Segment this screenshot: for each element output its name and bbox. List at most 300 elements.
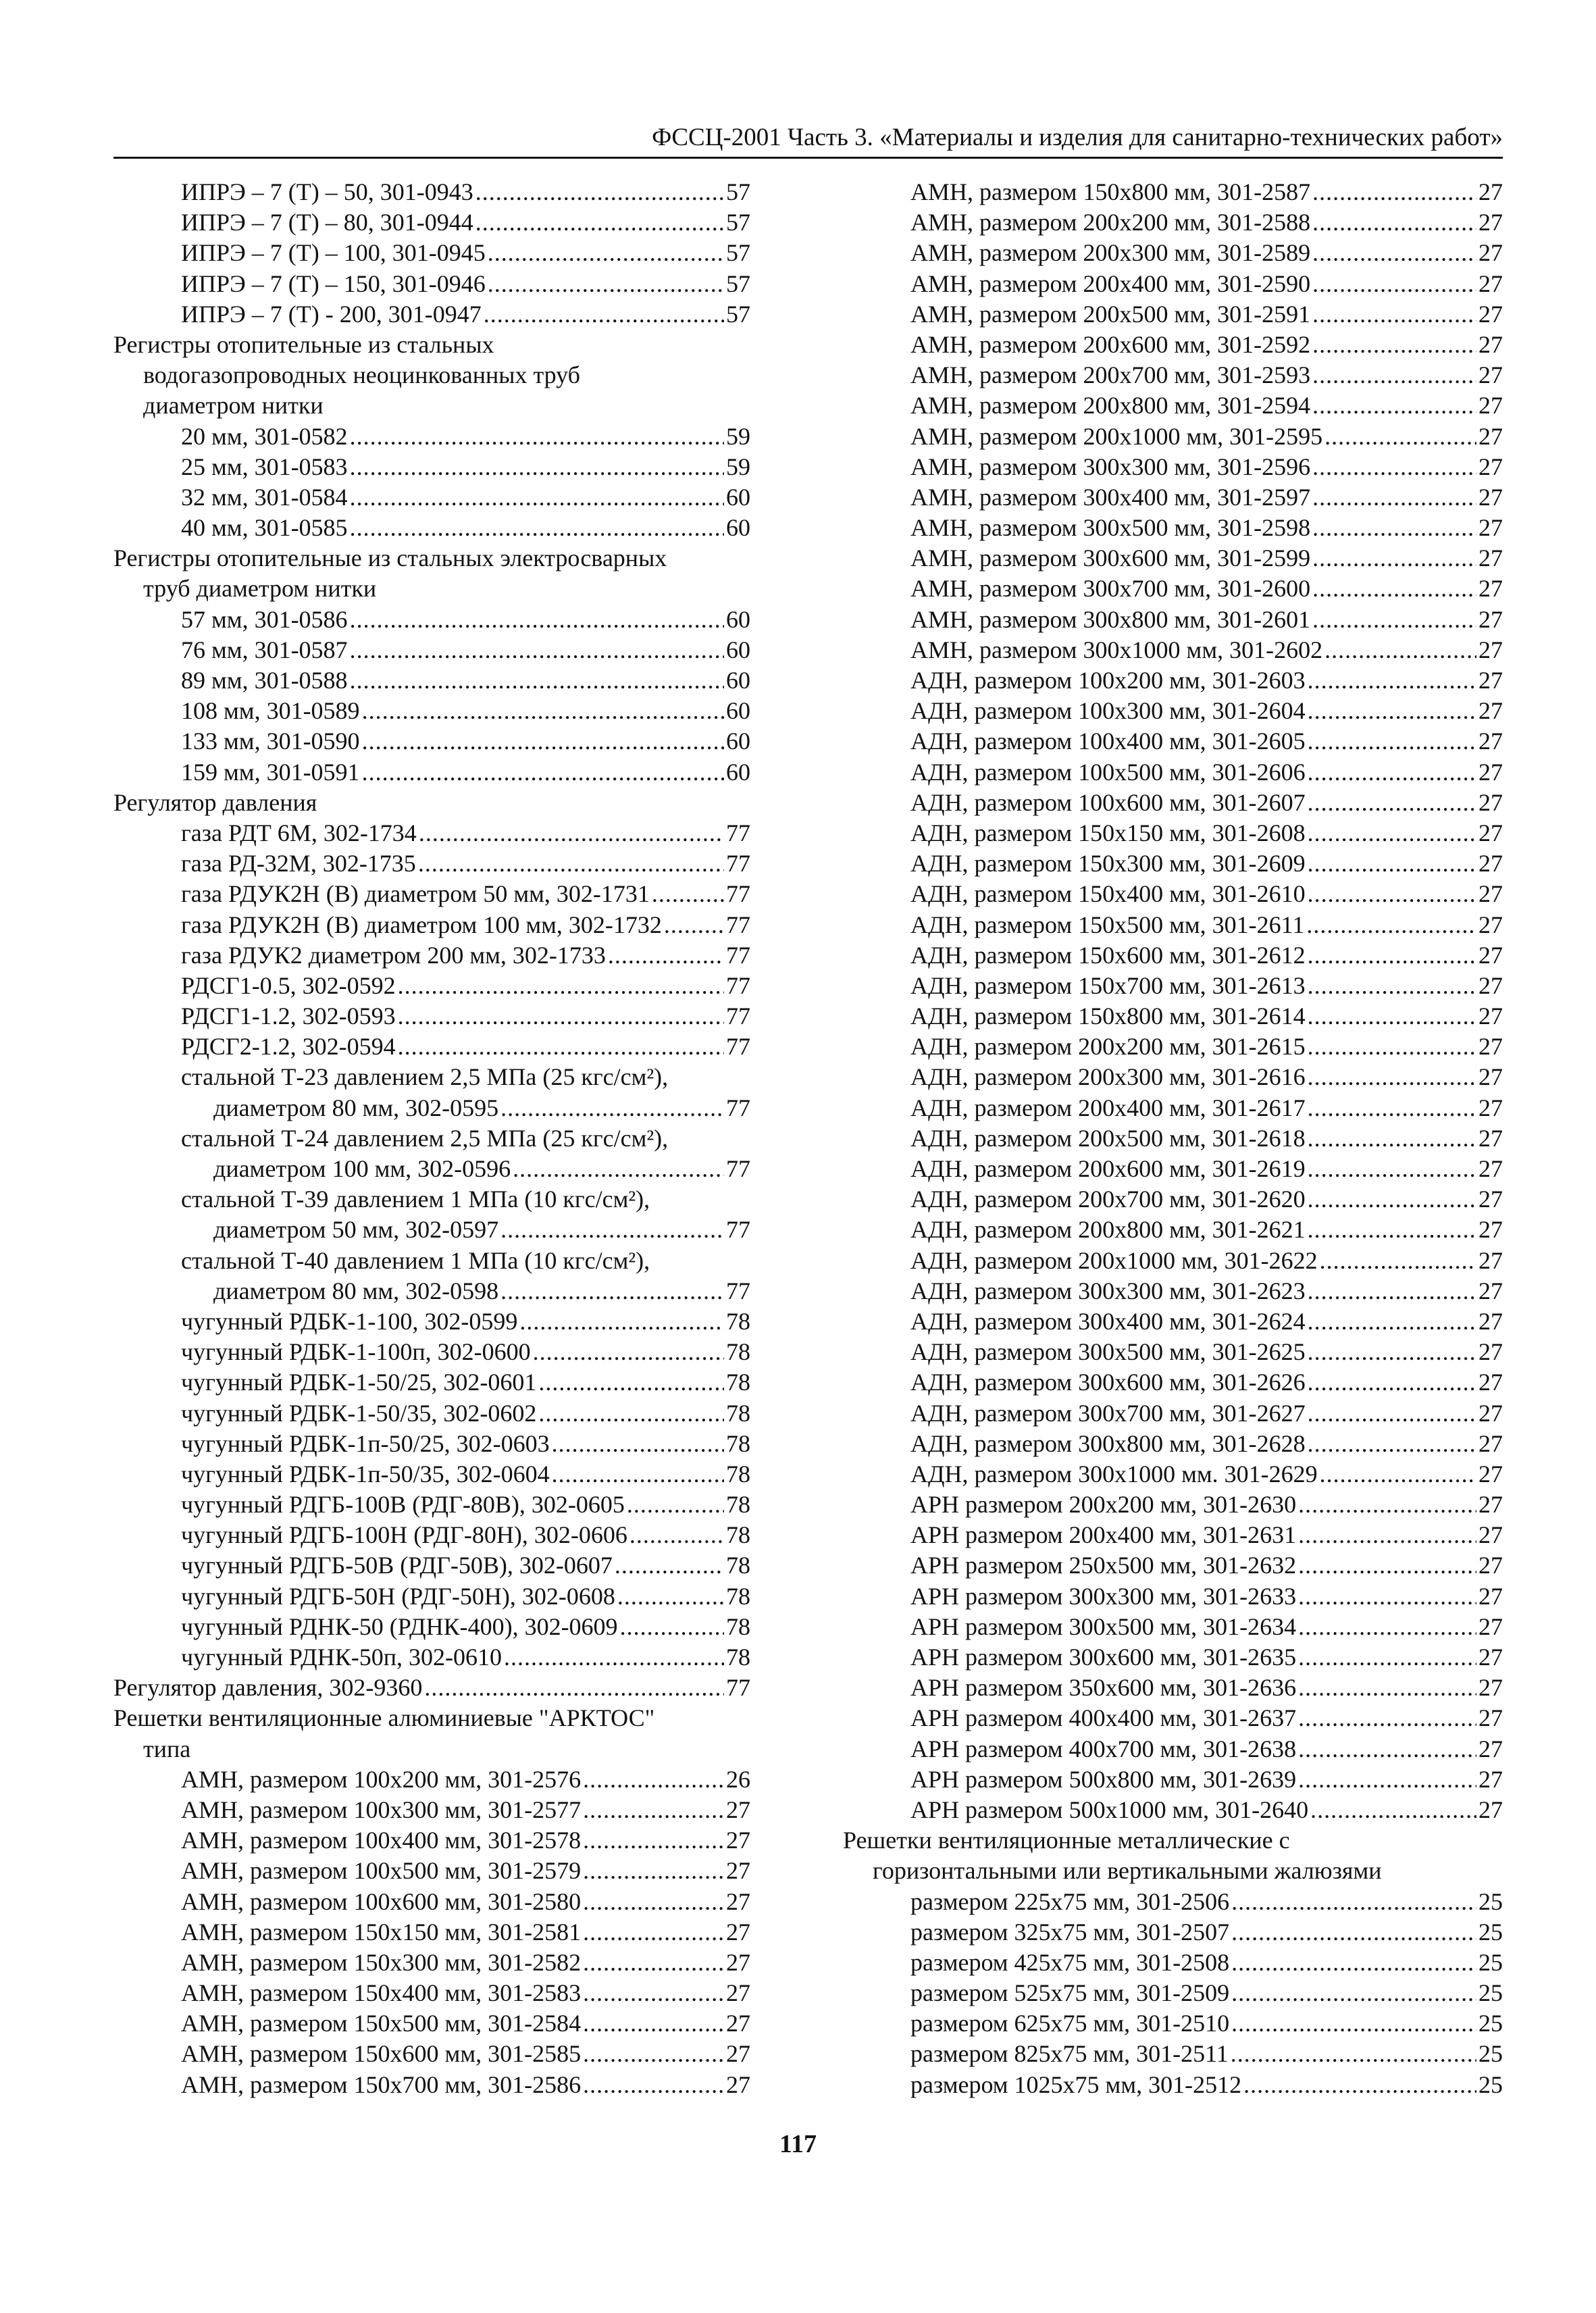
- index-entry-page: 59: [726, 422, 750, 450]
- dot-leader: [664, 910, 724, 940]
- dot-leader: [1308, 1154, 1476, 1184]
- index-entry-text: диаметром нитки: [143, 392, 324, 420]
- index-entry-page: 59: [726, 453, 750, 480]
- index-entry-text: АМН, размером 150х600 мм, 301-2585: [181, 2040, 582, 2068]
- index-entry-page: 77: [726, 880, 750, 908]
- index-entry-text: ИПРЭ – 7 (Т) – 100, 301-0945: [181, 239, 486, 267]
- index-entry-text: Регистры отопительные из стальных: [113, 330, 494, 358]
- index-entry-text: АДН, размером 150х700 мм, 301-2613: [910, 971, 1306, 999]
- dot-leader: [1312, 543, 1476, 574]
- index-entry: [113, 299, 750, 330]
- index-entry-text: АДН, размером 100х500 мм, 301-2606: [910, 758, 1306, 786]
- dot-leader: [583, 2070, 724, 2100]
- index-entry: [113, 1276, 750, 1306]
- index-entry-text: АРН размером 300х600 мм, 301-2635: [910, 1644, 1297, 1671]
- index-entry-text: АДН, размером 200х400 мм, 301-2617: [910, 1094, 1306, 1121]
- index-entry-page: 27: [1478, 1369, 1503, 1396]
- dot-leader: [583, 1825, 724, 1856]
- index-entry-text: АДН, размером 200х200 мм, 301-2615: [910, 1033, 1306, 1061]
- index-entry-page: 27: [1478, 941, 1503, 969]
- index-entry: [843, 1215, 1503, 1245]
- index-entry-text: ИПРЭ – 7 (Т) – 50, 301-0943: [181, 178, 473, 205]
- index-entry: [843, 1429, 1503, 1459]
- index-entry-page: 27: [726, 2010, 750, 2037]
- index-entry-page: 60: [726, 728, 750, 755]
- index-entry-text: АМН, размером 150х700 мм, 301-2586: [181, 2070, 582, 2098]
- index-entry: [843, 1123, 1503, 1154]
- index-entry-page: 27: [1478, 1002, 1503, 1030]
- index-entry-page: 77: [726, 941, 750, 969]
- index-entry-text: АДН, размером 300х300 мм, 301-2623: [910, 1277, 1306, 1304]
- index-entry-text: АДН, размером 100х300 мм, 301-2604: [910, 697, 1306, 725]
- index-entry-text: АМН, размером 300х600 мм, 301-2599: [910, 544, 1311, 572]
- dot-leader: [362, 726, 724, 757]
- dot-leader: [1298, 1764, 1476, 1795]
- index-entry-page: 27: [1478, 1612, 1503, 1640]
- index-entry-page: 60: [726, 758, 750, 786]
- index-entry: [113, 605, 750, 635]
- index-entry-page: 77: [726, 1094, 750, 1121]
- index-entry: [113, 1459, 750, 1490]
- dot-leader: [552, 1459, 724, 1490]
- dot-leader: [538, 1398, 724, 1429]
- index-entry-text: АДН, размером 200х300 мм, 301-2616: [910, 1063, 1306, 1091]
- index-entry-text: стальной Т-39 давлением 1 МПа (10 кгс/см²),: [181, 1186, 650, 1213]
- index-entry-text: АМН, размером 100х500 мм, 301-2579: [181, 1857, 582, 1885]
- index-entry-text: чугунный РДБК-1-50/35, 302-0602: [181, 1399, 537, 1427]
- index-entry-text: АДН, размером 300х600 мм, 301-2626: [910, 1369, 1306, 1396]
- index-entry: [113, 1764, 750, 1795]
- index-entry-page: 25: [1478, 2040, 1503, 2068]
- index-entry: [113, 177, 750, 207]
- index-entry: [843, 1978, 1503, 2008]
- index-entry-text: АДН, размером 100х600 мм, 301-2607: [910, 788, 1306, 816]
- index-entry-page: 25: [1478, 1887, 1503, 1915]
- index-entry-text: АМН, размером 150х800 мм, 301-2587: [910, 178, 1311, 205]
- dot-leader: [1308, 788, 1476, 818]
- index-entry-text: ИПРЭ – 7 (Т) – 150, 301-0946: [181, 270, 486, 297]
- dot-leader: [1231, 1887, 1476, 1917]
- index-entry-page: 27: [1478, 1063, 1503, 1091]
- dot-leader: [1298, 1673, 1476, 1703]
- index-entry: [843, 1764, 1503, 1795]
- index-entry-text: газа РДУК2 диаметром 200 мм, 302-1733: [181, 941, 606, 969]
- index-entry-page: 27: [1478, 1155, 1503, 1182]
- index-entry: [843, 788, 1503, 818]
- index-entry-page: 27: [1478, 1674, 1503, 1702]
- dot-leader: [1308, 1093, 1476, 1123]
- index-entry: [843, 665, 1503, 696]
- index-entry-page: 27: [1478, 911, 1503, 938]
- dot-leader: [1306, 910, 1476, 940]
- index-entry-page: 60: [726, 483, 750, 511]
- index-entry-page: 78: [726, 1552, 750, 1579]
- index-entry: [113, 330, 750, 360]
- dot-leader: [1298, 1612, 1476, 1642]
- index-entry: [113, 1306, 750, 1337]
- dot-leader: [1310, 1795, 1476, 1825]
- index-entry-page: 27: [1478, 1429, 1503, 1457]
- index-entry-text: АДН, размером 150х800 мм, 301-2614: [910, 1002, 1306, 1030]
- index-entry-page: 27: [1478, 1704, 1503, 1732]
- dot-leader: [617, 1581, 724, 1612]
- index-entry-page: 60: [726, 697, 750, 725]
- index-entry-text: 32 мм, 301-0584: [181, 483, 348, 511]
- index-entry: [843, 238, 1503, 268]
- index-entry-page: 27: [1478, 1399, 1503, 1427]
- index-entry-text: размером 825х75 мм, 301-2511: [910, 2040, 1229, 2068]
- index-entry: [113, 207, 750, 238]
- index-entry-text: 76 мм, 301-0587: [181, 636, 348, 663]
- dot-leader: [1312, 574, 1476, 604]
- index-entry-page: 27: [726, 2070, 750, 2098]
- index-entry-text: АДН, размером 200х700 мм, 301-2620: [910, 1186, 1306, 1213]
- index-entry: [843, 1093, 1503, 1123]
- index-entry-page: 27: [1478, 239, 1503, 267]
- dot-leader: [583, 1764, 724, 1795]
- dot-leader: [488, 269, 724, 299]
- index-entry-text: АМН, размером 150х500 мм, 301-2584: [181, 2010, 582, 2037]
- index-entry: [843, 269, 1503, 299]
- index-entry-page: 27: [1478, 1277, 1503, 1304]
- index-entry-page: 77: [726, 911, 750, 938]
- dot-leader: [1324, 422, 1476, 452]
- index-entry: [843, 1276, 1503, 1306]
- index-entry-page: 27: [1478, 422, 1503, 450]
- index-entry-text: Решетки вентиляционные металлические с: [843, 1827, 1290, 1854]
- index-entry-page: 27: [1478, 971, 1503, 999]
- index-entry-text: размером 625х75 мм, 301-2510: [910, 2010, 1230, 2037]
- index-entry-page: 27: [726, 1796, 750, 1823]
- dot-leader: [533, 1337, 724, 1367]
- index-entry-text: АДН, размером 300х1000 мм. 301-2629: [910, 1460, 1318, 1488]
- index-entry-text: АРН размером 400х400 мм, 301-2637: [910, 1704, 1297, 1732]
- index-entry-page: 27: [1478, 1186, 1503, 1213]
- index-entry: [843, 1062, 1503, 1092]
- dot-leader: [475, 177, 724, 207]
- dot-leader: [500, 1276, 724, 1306]
- index-entry-text: АМН, размером 300х700 мм, 301-2600: [910, 575, 1311, 603]
- dot-leader: [500, 1215, 724, 1245]
- index-entry: [113, 238, 750, 268]
- index-entry: [843, 1184, 1503, 1215]
- index-entry: [113, 910, 750, 940]
- dot-leader: [500, 1093, 724, 1123]
- index-entry: [113, 1642, 750, 1673]
- index-entry-text: 57 мм, 301-0586: [181, 605, 348, 633]
- dot-leader: [1308, 1001, 1476, 1032]
- index-entry: [843, 390, 1503, 421]
- dot-leader: [1231, 1917, 1476, 1948]
- index-entry: [843, 1490, 1503, 1520]
- index-entry: [843, 482, 1503, 513]
- dot-leader: [418, 848, 724, 879]
- index-entry-page: 27: [1478, 1307, 1503, 1335]
- index-entry-text: АМН, размером 200х800 мм, 301-2594: [910, 392, 1311, 420]
- index-entry: [843, 513, 1503, 543]
- index-entry: [113, 1215, 750, 1245]
- index-entry-page: 27: [1478, 636, 1503, 663]
- index-entry-page: 77: [726, 1674, 750, 1702]
- index-entry: [843, 1550, 1503, 1581]
- index-entry: [843, 360, 1503, 390]
- index-entry: [113, 2008, 750, 2039]
- index-entry-page: 27: [1478, 819, 1503, 846]
- dot-leader: [1312, 269, 1476, 299]
- index-entry-text: АРН размером 500х800 мм, 301-2639: [910, 1765, 1297, 1793]
- index-entry: [843, 1520, 1503, 1550]
- index-entry-page: 27: [1478, 300, 1503, 328]
- index-entry: [843, 574, 1503, 604]
- index-entry-text: размером 1025х75 мм, 301-2512: [910, 2070, 1242, 2098]
- index-entry: [113, 2070, 750, 2100]
- dot-leader: [1308, 696, 1476, 726]
- index-entry: [843, 879, 1503, 909]
- index-entry: [843, 971, 1503, 1001]
- dot-leader: [538, 1367, 724, 1398]
- index-entry: [843, 635, 1503, 665]
- index-entry-page: 27: [1478, 728, 1503, 755]
- index-entry: [113, 1612, 750, 1642]
- index-entry-text: АМН, размером 150х150 мм, 301-2581: [181, 1918, 582, 1946]
- dot-leader: [1308, 726, 1476, 757]
- index-entry-page: 27: [1478, 1033, 1503, 1061]
- index-entry-text: АДН, размером 150х300 мм, 301-2609: [910, 850, 1306, 878]
- index-entry: [843, 299, 1503, 330]
- dot-leader: [583, 1917, 724, 1948]
- index-entry-page: 27: [1478, 483, 1503, 511]
- dot-leader: [552, 1429, 724, 1459]
- index-entry-page: 77: [726, 850, 750, 878]
- index-entry-text: размером 425х75 мм, 301-2508: [910, 1948, 1230, 1976]
- index-entry-page: 27: [1478, 1735, 1503, 1762]
- index-entry: [113, 1184, 750, 1215]
- index-entry-text: Регулятор давления: [113, 788, 317, 816]
- index-entry-text: диаметром 80 мм, 302-0598: [213, 1277, 499, 1304]
- index-entry: [843, 1917, 1503, 1948]
- dot-leader: [504, 1642, 724, 1673]
- index-entry-page: 27: [1478, 1246, 1503, 1274]
- index-entry-page: 77: [726, 1002, 750, 1030]
- index-entry: [843, 1673, 1503, 1703]
- index-entry-text: АМН, размером 100х200 мм, 301-2576: [181, 1765, 582, 1793]
- index-entry-text: Решетки вентиляционные алюминиевые "АРКТОС": [113, 1704, 655, 1732]
- dot-leader: [398, 1032, 724, 1062]
- index-entry: [843, 207, 1503, 238]
- index-entry-page: 78: [726, 1582, 750, 1610]
- index-entry: [843, 1337, 1503, 1367]
- index-entry: [843, 1032, 1503, 1062]
- dot-leader: [583, 1978, 724, 2008]
- index-entry-text: АМН, размером 300х400 мм, 301-2597: [910, 483, 1311, 511]
- index-entry-page: 27: [1478, 1094, 1503, 1121]
- index-entry-text: стальной Т-23 давлением 2,5 МПа (25 кгс/см²),: [181, 1063, 669, 1091]
- header-divider: [113, 157, 1503, 159]
- index-entry-page: 77: [726, 1216, 750, 1244]
- index-entry-page: 78: [726, 1644, 750, 1671]
- index-entry-page: 78: [726, 1338, 750, 1366]
- index-entry: [843, 940, 1503, 971]
- index-entry: [113, 1550, 750, 1581]
- dot-leader: [1298, 1734, 1476, 1764]
- index-entry-text: АДН, размером 150х150 мм, 301-2608: [910, 819, 1306, 846]
- index-entry: [113, 1032, 750, 1062]
- index-entry-page: 78: [726, 1429, 750, 1457]
- index-entry-text: АДН, размером 200х1000 мм, 301-2622: [910, 1246, 1318, 1274]
- index-entry: [843, 848, 1503, 879]
- dot-leader: [583, 2039, 724, 2069]
- index-entry: [843, 605, 1503, 635]
- index-entry-page: 27: [726, 1948, 750, 1976]
- index-column-right: [843, 177, 1503, 2100]
- index-entry-page: 77: [726, 1155, 750, 1182]
- index-entry-page: 77: [726, 1033, 750, 1061]
- dot-leader: [583, 1948, 724, 1978]
- dot-leader: [419, 818, 724, 848]
- dot-leader: [1320, 1246, 1476, 1276]
- dot-leader: [583, 1856, 724, 1886]
- index-entry: [113, 726, 750, 757]
- index-entry: [843, 818, 1503, 848]
- index-entry-text: АДН, размером 300х800 мм, 301-2628: [910, 1429, 1306, 1457]
- index-entry-text: АМН, размером 200х1000 мм, 301-2595: [910, 422, 1323, 450]
- dot-leader: [1312, 360, 1476, 390]
- dot-leader: [1298, 1550, 1476, 1581]
- dot-leader: [350, 482, 724, 513]
- dot-leader: [1298, 1703, 1476, 1733]
- index-entry-page: 26: [726, 1765, 750, 1793]
- dot-leader: [1312, 482, 1476, 513]
- index-entry-page: 27: [1478, 1644, 1503, 1671]
- index-entry: [113, 574, 750, 604]
- dot-leader: [1308, 1184, 1476, 1215]
- dot-leader: [1312, 177, 1476, 207]
- index-entry: [843, 1246, 1503, 1276]
- dot-leader: [1312, 390, 1476, 421]
- dot-leader: [1308, 1123, 1476, 1154]
- index-entry: [843, 177, 1503, 207]
- dot-leader: [350, 665, 724, 696]
- dot-leader: [1320, 1459, 1476, 1490]
- dot-leader: [519, 1306, 724, 1337]
- index-entry: [113, 1856, 750, 1886]
- index-entry: [843, 1734, 1503, 1764]
- index-entry-page: 57: [726, 270, 750, 297]
- index-entry-text: чугунный РДБК-1-50/25, 302-0601: [181, 1369, 537, 1396]
- index-entry: [113, 788, 750, 818]
- index-entry: [113, 422, 750, 452]
- index-entry-text: труб диаметром нитки: [143, 575, 377, 603]
- index-entry-page: 27: [1478, 361, 1503, 389]
- dot-leader: [1308, 1306, 1476, 1337]
- index-entry: [843, 757, 1503, 788]
- index-entry-text: водогазопроводных неоцинкованных труб: [143, 361, 580, 389]
- index-entry: [843, 2070, 1503, 2100]
- index-entry-text: чугунный РДГБ-50В (РДГ-50В), 302-0607: [181, 1552, 613, 1579]
- index-entry-page: 57: [726, 239, 750, 267]
- dot-leader: [1324, 635, 1476, 665]
- index-entry-text: АДН, размером 300х700 мм, 301-2627: [910, 1399, 1306, 1427]
- dot-leader: [1308, 1276, 1476, 1306]
- index-entry-text: АДН, размером 300х400 мм, 301-2624: [910, 1307, 1306, 1335]
- index-entry-text: АМН, размером 300х300 мм, 301-2596: [910, 453, 1311, 480]
- dot-leader: [362, 757, 724, 788]
- index-entry-page: 27: [1478, 575, 1503, 603]
- index-entry: [843, 1001, 1503, 1032]
- index-entry: [113, 269, 750, 299]
- dot-leader: [629, 1520, 724, 1550]
- index-entry-text: АРН размером 250х500 мм, 301-2632: [910, 1552, 1297, 1579]
- index-entry-text: чугунный РДБК-1-100, 302-0599: [181, 1307, 518, 1335]
- index-entry-text: газа РД-32М, 302-1735: [181, 850, 416, 878]
- dot-leader: [1308, 1215, 1476, 1245]
- index-entry-page: 27: [1478, 514, 1503, 542]
- dot-leader: [583, 1795, 724, 1825]
- index-entry-text: 159 мм, 301-0591: [181, 758, 360, 786]
- index-entry-page: 27: [1478, 1460, 1503, 1488]
- index-entry: [843, 726, 1503, 757]
- index-entry: [113, 696, 750, 726]
- dot-leader: [1308, 848, 1476, 879]
- index-entry: [843, 1398, 1503, 1429]
- dot-leader: [1308, 1032, 1476, 1062]
- index-entry-text: размером 225х75 мм, 301-2506: [910, 1887, 1230, 1915]
- index-entry: [113, 543, 750, 574]
- index-entry-text: РДСГ1-1.2, 302-0593: [181, 1002, 396, 1030]
- index-entry-text: ИПРЭ – 7 (Т) - 200, 301-0947: [181, 300, 482, 328]
- index-entry-text: АРН размером 350х600 мм, 301-2636: [910, 1674, 1297, 1702]
- index-entry: [113, 482, 750, 513]
- index-entry: [843, 2008, 1503, 2039]
- index-entry-page: 78: [726, 1491, 750, 1519]
- dot-leader: [1308, 879, 1476, 909]
- index-entry-page: 27: [1478, 1521, 1503, 1549]
- index-entry-text: АДН, размером 200х500 мм, 301-2618: [910, 1124, 1306, 1152]
- index-entry-page: 78: [726, 1612, 750, 1640]
- index-entry: [843, 1367, 1503, 1398]
- index-entry: [113, 1001, 750, 1032]
- index-entry: [113, 1948, 750, 1978]
- index-entry: [843, 422, 1503, 452]
- index-entry: [843, 1459, 1503, 1490]
- index-entry-text: 133 мм, 301-0590: [181, 728, 360, 755]
- dot-leader: [398, 1001, 724, 1032]
- index-entry-text: газа РДУК2Н (В) диаметром 100 мм, 302-1732: [181, 911, 662, 938]
- dot-leader: [488, 238, 724, 268]
- index-entry: [113, 1795, 750, 1825]
- dot-leader: [1298, 1581, 1476, 1612]
- index-entry: [843, 1581, 1503, 1612]
- index-entry-text: РДСГ1-0.5, 302-0592: [181, 971, 396, 999]
- index-entry-text: диаметром 100 мм, 302-0596: [213, 1155, 511, 1182]
- index-entry: [113, 1093, 750, 1123]
- index-entry: [113, 1673, 750, 1703]
- index-entry-text: АМН, размером 200х400 мм, 301-2590: [910, 270, 1311, 297]
- index-entry-page: 27: [726, 1827, 750, 1854]
- dot-leader: [1308, 1398, 1476, 1429]
- index-entry-text: АМН, размером 300х1000 мм, 301-2602: [910, 636, 1323, 663]
- dot-leader: [1312, 238, 1476, 268]
- dot-leader: [350, 513, 724, 543]
- dot-leader: [627, 1490, 724, 1520]
- dot-leader: [1312, 513, 1476, 543]
- index-entry-text: чугунный РДБК-1-100п, 302-0600: [181, 1338, 531, 1366]
- index-entry-page: 27: [726, 1918, 750, 1946]
- index-entry-text: газа РДУК2Н (В) диаметром 50 мм, 302-1731: [181, 880, 650, 908]
- index-entry-text: АМН, размером 100х300 мм, 301-2577: [181, 1796, 582, 1823]
- index-entry-page: 27: [1478, 758, 1503, 786]
- index-entry: [113, 1398, 750, 1429]
